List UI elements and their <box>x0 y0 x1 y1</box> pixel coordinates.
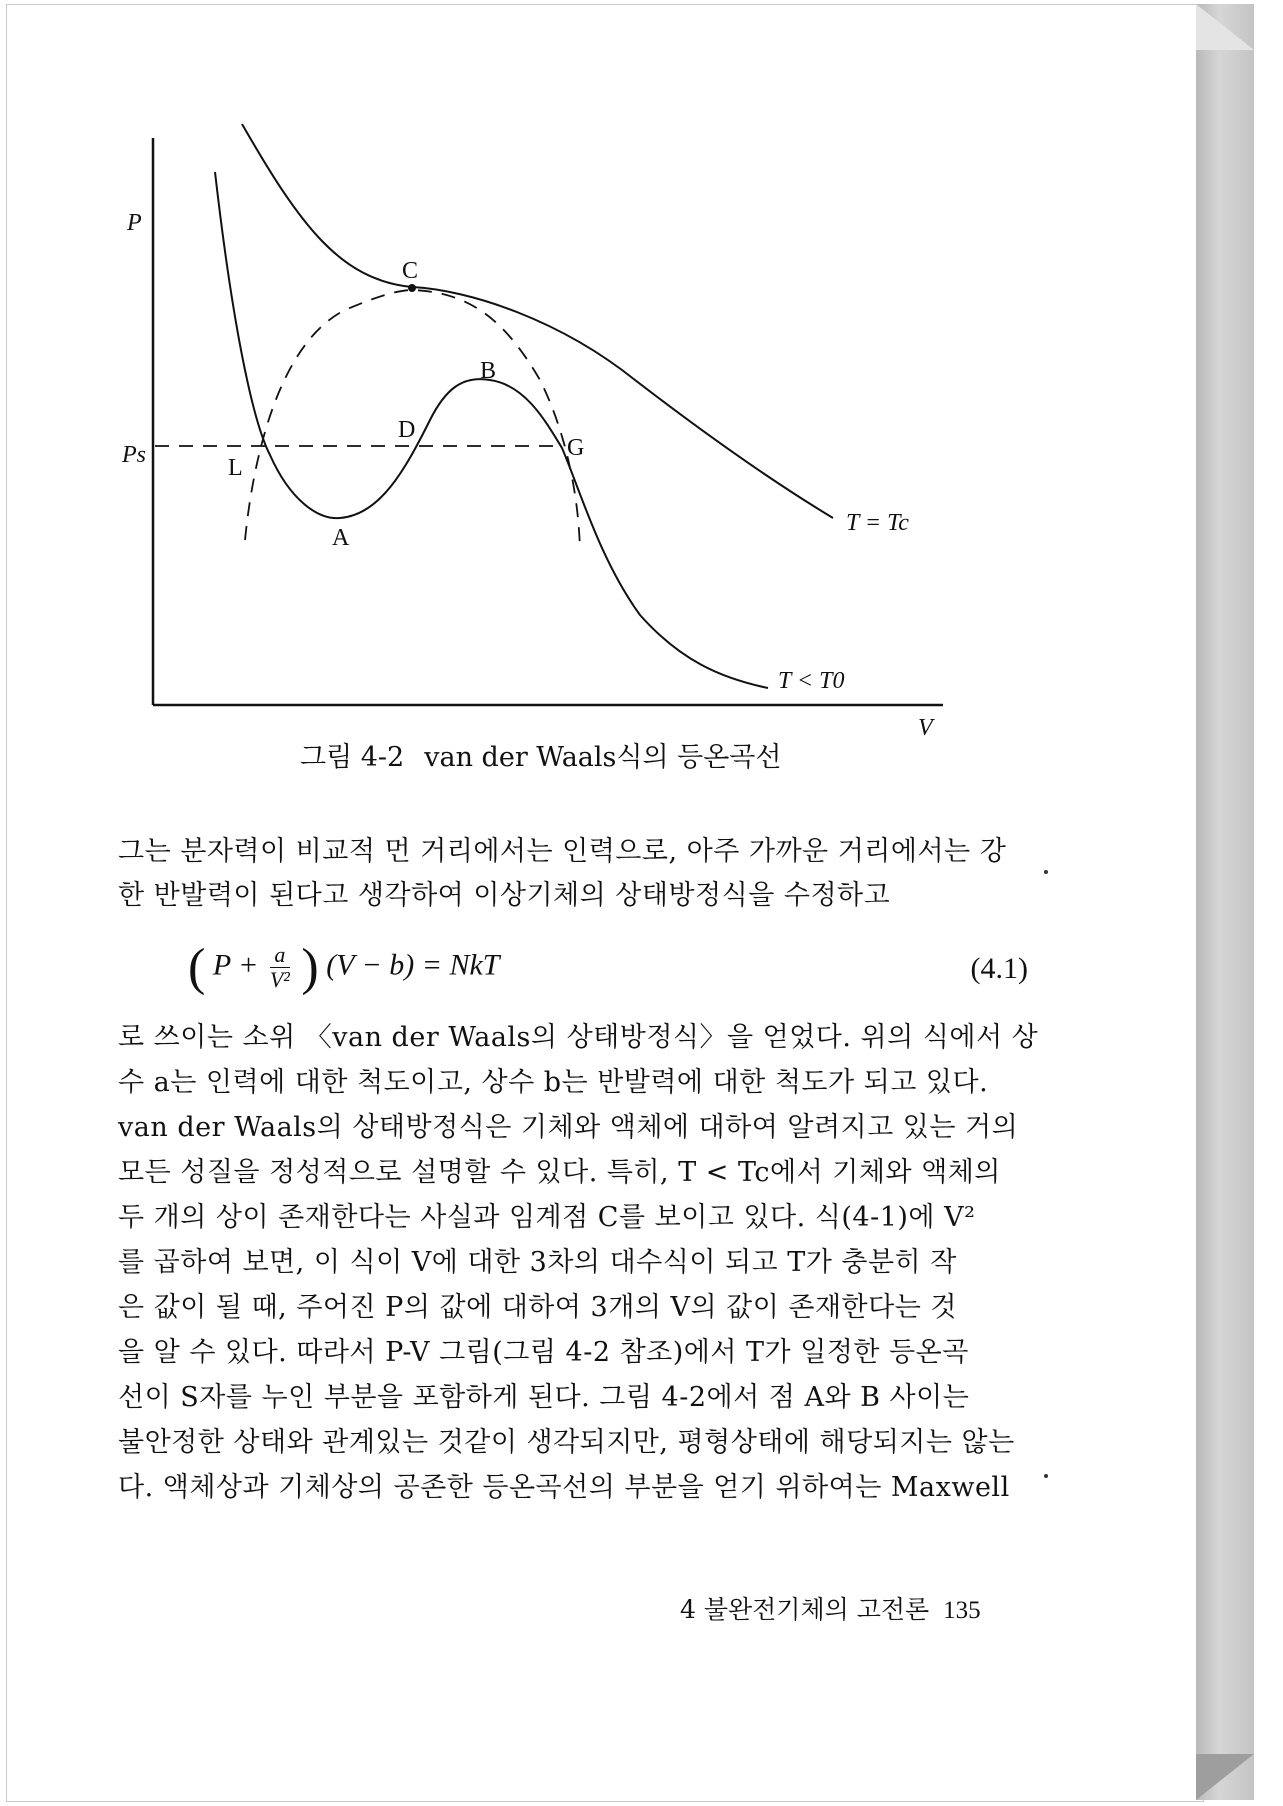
stray-mark <box>1044 1474 1048 1478</box>
text-line: 불안정한 상태와 관계있는 것같이 생각되지만, 평형상태에 해당되지는 않는 <box>118 1427 1015 1458</box>
text-line: 수 a는 인력에 대한 척도이고, 상수 b는 반발력에 대한 척도가 되고 있다. <box>118 1067 989 1098</box>
caption-number: 그림 4-2 <box>300 742 405 773</box>
text-line: 다. 액체상과 기체상의 공존한 등온곡선의 부분을 얻기 위하여는 Maxwell <box>118 1472 1010 1503</box>
text-line: 은 값이 될 때, 주어진 P의 값에 대하여 3개의 V의 값이 존재한다는 것 <box>118 1292 957 1323</box>
equation-p-term: P + <box>212 948 259 982</box>
equation-fraction <box>270 943 290 992</box>
fraction-numerator: a <box>270 943 290 968</box>
point-c-label: C <box>402 258 419 284</box>
point-d-label: D <box>398 417 416 443</box>
text-line: van der Waals의 상태방정식은 기체와 액체에 대하여 알려지고 있는 거의 <box>118 1112 1019 1143</box>
caption-text: van der Waals식의 등온곡선 <box>424 742 782 773</box>
point-b-label: B <box>480 358 497 384</box>
equation-rest: (V − b) = NkT <box>326 948 500 982</box>
equation-body: ( P + $\frac{a}{\text{V²}}$ ) (V − b) = NkT <box>188 939 500 996</box>
text-line: 두 개의 상이 존재한다는 사실과 임계점 C를 보이고 있다. 식(4-1)에 V² <box>118 1202 976 1233</box>
text-line: 한 반발력이 된다고 생각하여 이상기체의 상태방정식을 수정하고 <box>118 880 891 911</box>
p-axis-label: P <box>127 210 142 236</box>
stray-mark <box>1044 870 1048 874</box>
page-footer <box>680 1590 1020 1626</box>
subcritical-isotherm <box>215 172 768 688</box>
paragraph-2 <box>118 1015 1039 1510</box>
point-l-label: L <box>228 455 243 481</box>
critical-isotherm <box>242 124 833 518</box>
v-axis-label: V <box>918 715 933 741</box>
text-line: 로 쓰이는 소위 〈van der Waals의 상태방정식〉을 얻었다. 위의 식에서 상 <box>118 1022 1039 1053</box>
ps-axis-label: Ps <box>122 442 146 468</box>
text-line: 선이 S자를 누인 부분을 포함하게 된다. 그림 4-2에서 점 A와 B 사이는 <box>118 1382 970 1413</box>
footer-chapter: 4 불완전기체의 고전론 <box>680 1595 930 1624</box>
text-line: 를 곱하여 보면, 이 식이 V에 대한 3차의 대수식이 되고 T가 충분히 작 <box>118 1247 957 1278</box>
text-line: 그는 분자력이 비교적 먼 거리에서는 인력으로, 아주 가까운 거리에서는 강 <box>118 836 1007 867</box>
subcritical-isotherm-label: T < T0 <box>778 668 845 694</box>
equation-number: (4.1) <box>970 952 1028 985</box>
point-g-label: G <box>567 435 585 461</box>
equation-4-1 <box>118 938 1028 1008</box>
paragraph-1 <box>118 830 1028 918</box>
text-line: 모든 성질을 정성적으로 설명할 수 있다. 특히, T < Tc에서 기체와 액체의 <box>118 1157 1001 1188</box>
figure-caption <box>300 735 900 774</box>
fraction-denominator: V² <box>269 967 290 992</box>
critical-point-dot <box>408 284 416 292</box>
page-number: 135 <box>943 1597 981 1624</box>
van-der-waals-figure <box>0 0 1283 800</box>
point-a-label: A <box>332 525 350 551</box>
text-line: 을 알 수 있다. 따라서 P-V 그림(그림 4-2 참조)에서 T가 일정한 등온곡 <box>118 1337 969 1368</box>
critical-isotherm-label: T = Tc <box>846 510 909 536</box>
